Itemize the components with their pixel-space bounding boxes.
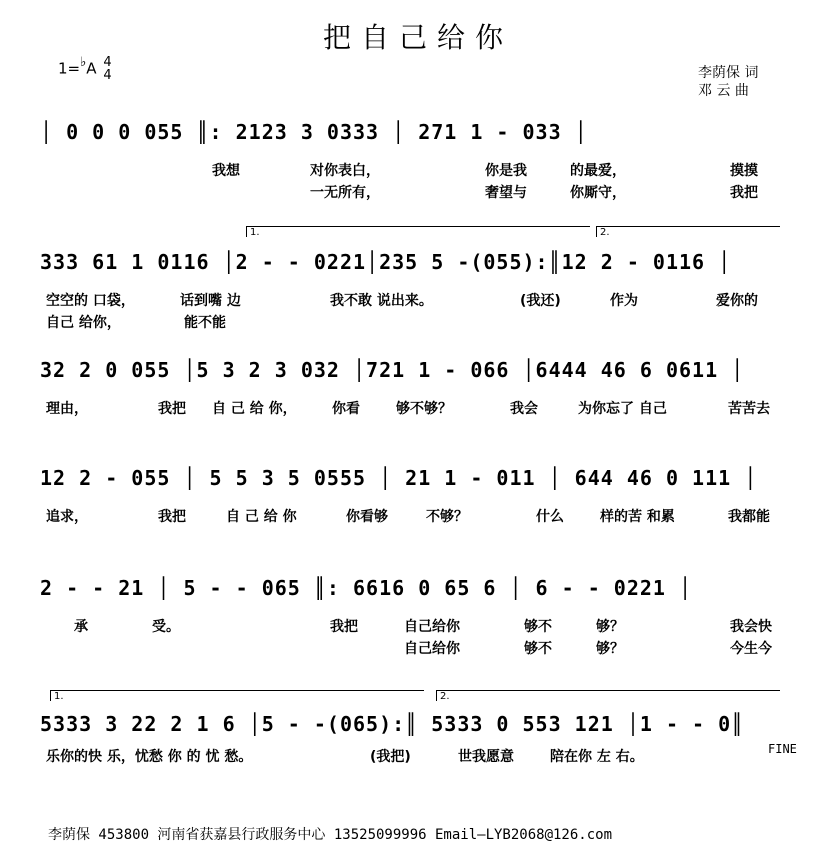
meter-bottom: 4 (103, 68, 112, 83)
volta-1: 1. (246, 226, 590, 237)
lyric: 够？ (596, 619, 624, 635)
lyric: 我想 (212, 163, 240, 179)
song-title: 把自己给你 (322, 21, 513, 54)
volta-2: 2. (596, 226, 780, 237)
notation-line: 2 - - 21 │ 5 - - 065 ║: 6616 0 65 6 │ 6 - - 0221 │ (40, 576, 693, 600)
notation-line: │ 0 0 0 055 ║: 2123 3 0333 │ 271 1 - 033 │ (40, 120, 588, 144)
lyric: 自 己 给 你 (226, 509, 297, 525)
score-row-6 (40, 712, 780, 765)
notation-line: 12 2 - 055 │ 5 5 3 5 0555 │ 21 1 - 011 │ 644 46 0 111 │ (40, 466, 758, 490)
lyric: 我会 (510, 401, 538, 417)
notation-line: 5333 3 22 2 1 6 │5 - -(065):║ 5333 0 553 121 │1 - - 0║ (40, 712, 745, 736)
lyric: 够不 (524, 641, 552, 657)
lyric: 对你表白， (310, 163, 380, 179)
score-row-1 (40, 120, 780, 201)
lyric: 的最爱， (570, 163, 626, 179)
lyric: 我把 (730, 185, 758, 201)
lyric: 追求， (46, 509, 88, 525)
volta-2: 2. (436, 690, 780, 701)
lyric: 承 (74, 619, 88, 635)
lyric: 一无所有， (310, 185, 380, 201)
lyric: 我不敢 说出来。 (330, 293, 433, 309)
lyric: 我会快 (730, 619, 772, 635)
lyric: 爱你的 (716, 293, 758, 309)
lyric: 够？ (596, 641, 624, 657)
lyric: 我把 (330, 619, 358, 635)
lyric: 空空的 口袋， (46, 293, 135, 309)
score-row-2 (40, 250, 780, 331)
lyric: 奢望与 (485, 185, 527, 201)
lyric: 作为 (610, 293, 638, 309)
score-row-4 (40, 466, 780, 525)
score-row-3 (40, 358, 780, 417)
meter-top: 4 (103, 55, 112, 70)
notation-line: 333 61 1 0116 │2 - - 0221│235 5 -(055):║12 2 - 0116 │ (40, 250, 732, 274)
key-signature (58, 56, 112, 82)
lyric: 我都能 (728, 509, 770, 525)
lyric: 你看 (332, 401, 360, 417)
lyric: 不够？ (426, 509, 468, 525)
lyric: 我把 (158, 401, 186, 417)
lyric: 自己 给你， (46, 315, 121, 331)
lyric: 我把 (158, 509, 186, 525)
notation-line: 32 2 0 055 │5 3 2 3 032 │721 1 - 066 │6444 46 6 0611 │ (40, 358, 745, 382)
lyric: (我把) (370, 749, 411, 765)
lyric: 你厮守， (570, 185, 626, 201)
volta-1: 1. (50, 690, 424, 701)
lyric: 苦苦去 (728, 401, 770, 417)
score-row-5 (40, 576, 780, 657)
key-note: A (86, 59, 97, 78)
lyric: 自己给你 (404, 619, 460, 635)
lyric: 你看够 (346, 509, 388, 525)
lyric: 够不够？ (396, 401, 452, 417)
lyric: 自己给你 (404, 641, 460, 657)
lyric: 乐你的快 乐，忧愁 你 的 忧 愁。 (46, 749, 253, 765)
lyric: 为你忘了 自己 (578, 401, 667, 417)
lyric: 理由， (46, 401, 88, 417)
footer-contact: 李荫保 453800 河南省获嘉县行政服务中心 13525099996 Email—LYB2068@126.com (48, 827, 613, 843)
lyric: 够不 (524, 619, 552, 635)
lyric: 你是我 (485, 163, 527, 179)
key-prefix: 1= (58, 59, 81, 78)
flat-sign: ♭ (80, 54, 87, 70)
lyric: 摸摸 (730, 163, 758, 179)
lyric: 样的苦 和累 (600, 509, 675, 525)
composer-credit: 邓 云 曲 (698, 83, 749, 99)
lyric: 世我愿意 (458, 749, 514, 765)
lyricist-credit: 李荫保 词 (698, 65, 759, 81)
time-signature (103, 56, 111, 82)
lyric: 自 己 给 你， (212, 401, 297, 417)
lyric: (我还) (520, 293, 561, 309)
lyric: 话到嘴 边 (180, 293, 241, 309)
lyric: 受。 (152, 619, 180, 635)
fine-marking: FINE (768, 742, 797, 756)
lyric: 陪在你 左 右。 (550, 749, 644, 765)
lyric: 今生今 (730, 641, 772, 657)
lyric: 能不能 (184, 315, 226, 331)
lyric: 什么 (536, 509, 564, 525)
